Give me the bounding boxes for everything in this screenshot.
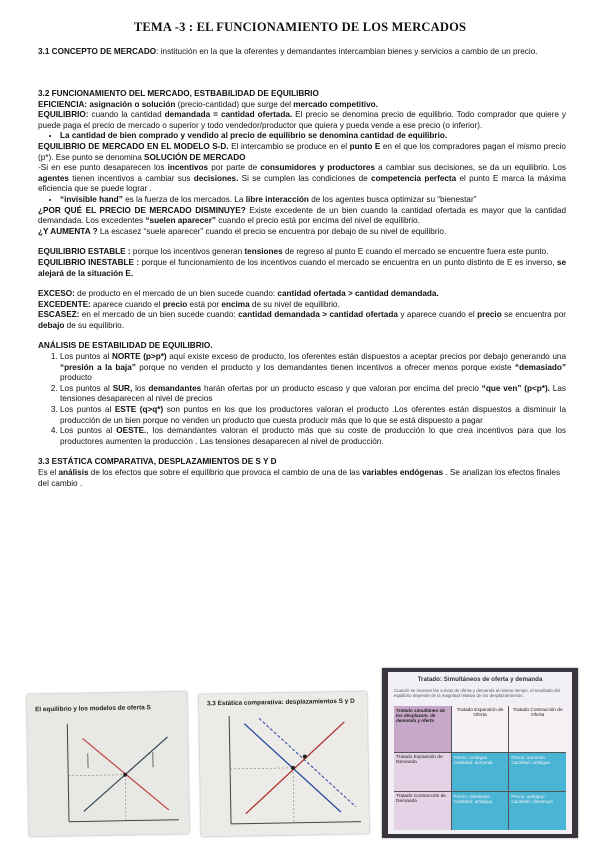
equilibrio-term: EQUILIBRIO: bbox=[38, 110, 89, 120]
concept-text: : institución en la que la oferentes y demandantes intercambian bienes y servicios a cambio de un precio. bbox=[156, 47, 538, 56]
s33-text: Es el bbox=[38, 468, 59, 477]
table-slide-title: Tratado: Simultáneos de oferta y demanda bbox=[417, 676, 543, 683]
analisis-item-este bbox=[60, 405, 566, 426]
aumenta-text: La escasez “suele aparecer” cuando el precio se encuentra por debajo de su nivel de equilibrio. bbox=[97, 226, 447, 236]
escasez-text: y aparece cuando el bbox=[397, 310, 478, 320]
item-bold: NORTE (p>p*) bbox=[111, 352, 167, 362]
inestable-text: porque el funcionamiento de los incentivos cuando el mercado se encuentra en un punto distinto de E es inverso, bbox=[139, 257, 557, 267]
item-text: harán ofertas por un producto escaso y que valoran por encima del precio bbox=[201, 383, 482, 393]
item-bold: SUR, bbox=[112, 383, 133, 393]
item-bold: OESTE. bbox=[116, 426, 147, 436]
estable-text-2: de regreso al punto E cuando el mercado se encuentre fuera este punto. bbox=[282, 247, 549, 257]
equilibrio-text-1: cuando la cantidad bbox=[88, 110, 165, 120]
incentivos-bold-4: decisiones. bbox=[193, 173, 239, 183]
aumenta-question: ¿Y AUMENTA ? bbox=[38, 226, 98, 236]
modelo-bold-2: SOLUCIÓN DE MERCADO bbox=[144, 152, 246, 162]
equilibrio-text-2: El precio se denomina precio de equilibrio. Todo comprador que quiere y puede paga el precio de mercado o superior y todo vendedor/productor que quiera y pueda vende a ese precio (o inferior). bbox=[38, 110, 566, 130]
eficiencia-term: EFICIENCIA: bbox=[38, 99, 88, 109]
escasez-text: de su equilibrio. bbox=[64, 320, 125, 330]
excedente-text: está por bbox=[187, 299, 222, 309]
escasez-bold: precio bbox=[477, 310, 502, 320]
item-bold: “presión a la baja” bbox=[60, 362, 136, 372]
analisis-item-norte bbox=[60, 352, 566, 384]
slide-caption: El equilibrio y los modelos de oferta S bbox=[34, 704, 151, 714]
exceso-bold: cantidad ofertada > cantidad demandada. bbox=[277, 289, 439, 299]
table-header-cell: Tratado Expansión de Oferta bbox=[452, 706, 509, 752]
item-text: Los puntos al bbox=[60, 405, 115, 415]
table-header-cell: Tratado simultáneo de los desplazam. de demanda y oferta bbox=[394, 706, 451, 752]
heading-3-2: 3.2 FUNCIONAMIENTO DEL MERCADO, ESTBABILIDAD DE EQUILIBRIO bbox=[38, 89, 319, 98]
incentivos-text-2: por parte de bbox=[208, 163, 261, 173]
escasez-term: ESCASEZ: bbox=[38, 310, 80, 320]
estable-text: porque los incentivos generan bbox=[130, 247, 245, 257]
bullet-bold: libre interacción bbox=[245, 194, 309, 204]
item-text: son puntos en los que los productores valoran el producto .Los oferentes están dispuestos a disminuir la producción de un bien porque no venden un producto que cuesta producir más que lo que se está dispuesto a pagar bbox=[60, 405, 566, 425]
estable-term: EQUILIBRIO ESTABLE : bbox=[38, 247, 131, 257]
disminuye-text-1: Existe excedente de un bien cuando la cantidad ofertada es mayor que la cantidad demandada. Los excedentes bbox=[38, 205, 566, 226]
item-bold: ESTE (q>q*) bbox=[114, 405, 164, 415]
slide-caption: 3.3 Estática comparativa: desplazamientos S y D bbox=[206, 697, 355, 708]
excedente-bold: precio bbox=[162, 299, 188, 309]
slide-photo-tabla bbox=[382, 668, 578, 838]
analisis-item-sur bbox=[60, 384, 566, 405]
bullet-item bbox=[60, 131, 566, 142]
incentivos-text-1: -Si en ese punto desaparecen los bbox=[38, 163, 168, 173]
modelo-text-2: en el que los compradores pagan el mismo precio (p*). Ese punto se denomina bbox=[38, 141, 566, 162]
item-text: aquí existe exceso de producto, los oferentes están dispuestos a aceptar precios por debajo generando una bbox=[166, 352, 566, 362]
slide-photo-estatica bbox=[199, 692, 369, 837]
table-cell: Precio: aumenta · Cantidad: ambigua bbox=[509, 753, 566, 791]
item-text: Las tensiones desaparecen al nivel de precios bbox=[60, 383, 566, 404]
table-row-header: Tratado Contracción de Demanda bbox=[394, 792, 451, 830]
table-cell: Precio: disminuye · Cantidad: ambigua bbox=[452, 792, 509, 830]
shift-graph bbox=[199, 692, 369, 837]
s33-bold: análisis bbox=[58, 468, 89, 477]
item-text: producto bbox=[60, 373, 92, 383]
incentivos-text-3: a cambiar sus decisiones, se da un equilibrio. Los bbox=[375, 163, 566, 173]
item-bold: demandantes bbox=[148, 383, 202, 393]
escasez-bold: cantidad demandada > cantidad ofertada bbox=[238, 310, 398, 320]
item-text: , los demandantes valoran el producto más que su coste de producción lo que crea incentivos para que los productores aumenten la producción . Las tensiones desaparecen al nivel de producción. bbox=[60, 426, 566, 446]
bullet-list-2 bbox=[38, 195, 566, 206]
eficiencia-text: (precio-cantidad) que surge del bbox=[175, 99, 294, 109]
bullet-text: La cantidad de bien comprado y vendido al precio de equilibrio se denomina cantidad de equilibrio. bbox=[60, 131, 448, 141]
disminuye-text-2: cuando el precio está por encima del nivel de equilibrio. bbox=[215, 216, 420, 226]
analisis-list bbox=[38, 352, 566, 447]
bullet-text: de los agentes busca optimizar su “bienestar” bbox=[308, 194, 477, 204]
excedente-term: EXCEDENTE: bbox=[38, 299, 91, 309]
analisis-heading: ANÁLISIS DE ESTABILIDAD DE EQUILIBRIO. bbox=[38, 341, 213, 351]
modelo-text-1: El intercambio se produce en el bbox=[228, 141, 350, 151]
invisible-hand: “invisible hand” bbox=[60, 194, 123, 204]
modelo-bold-1: punto E bbox=[349, 141, 381, 151]
section-3-2 bbox=[38, 89, 566, 489]
item-text: Los puntos al bbox=[60, 352, 112, 362]
bullet-list-1 bbox=[38, 131, 566, 142]
analisis-item-oeste bbox=[60, 426, 566, 447]
eficiencia-bold: asignación o solución bbox=[87, 99, 176, 109]
table-cell: Precio: Ambiguo · Cantidad: aumenta bbox=[452, 753, 509, 791]
incentivos-bold-2: consumidores y productores bbox=[260, 163, 376, 173]
table-slide-subtitle: Cuando se mueven las curvas de oferta y demanda al mismo tiempo, el resultado del equilibrio depende de la magnitud relativa de los desplazamientos. bbox=[394, 688, 560, 699]
incentivos-bold-1: incentivos bbox=[167, 163, 209, 173]
heading-3-1: 3.1 CONCEPTO DE MERCADO bbox=[38, 47, 157, 56]
supply-demand-graph bbox=[27, 692, 189, 837]
item-bold: “demasiado” bbox=[515, 362, 566, 372]
item-text: Los puntos al bbox=[60, 426, 117, 436]
incentivos-bold-5: competencia perfecta bbox=[371, 173, 457, 183]
section-3-1 bbox=[38, 47, 566, 58]
bullet-text: es la fuerza de los mercados. La bbox=[122, 194, 246, 204]
excedente-text: de su nivel de equilibrio. bbox=[249, 299, 340, 309]
incentivos-text-5: Si se cumplen las condiciones de bbox=[238, 173, 372, 183]
escasez-bold: debajo bbox=[38, 320, 65, 330]
item-text: Los puntos al bbox=[60, 383, 113, 393]
exceso-text: de producto en el mercado de un bien sucede cuando: bbox=[74, 289, 278, 299]
eficiencia-bold-2: mercado competitivo. bbox=[293, 99, 378, 109]
item-text: porque no venden el producto y los demandantes tienen incentivos a ofrecer menos porque existe bbox=[135, 362, 516, 372]
s33-text: . Se analizan los efectos finales del cambio . bbox=[38, 468, 561, 488]
excedente-text: aparece cuando el bbox=[90, 299, 163, 309]
inestable-term: EQUILIBRIO INESTABLE : bbox=[38, 257, 140, 267]
disminuye-bold: “suelen aparecer” bbox=[145, 216, 216, 226]
s33-text: de los efectos que sobre el equilibrio que provoca el cambio de una de las bbox=[88, 468, 363, 477]
equilibrio-bold: demandada = cantidad ofertada. bbox=[164, 110, 293, 120]
incentivos-text-6: el punto E marca la máxima eficiencia que se puede lograr . bbox=[38, 173, 566, 194]
table-row-header: Tratado Expansión de Demanda bbox=[394, 753, 451, 791]
inestable-bold: se alejará de la situación E. bbox=[38, 257, 566, 278]
item-bold: “que ven” (p<p*). bbox=[481, 383, 550, 393]
item-text: los bbox=[132, 383, 149, 393]
disminuye-question: ¿POR QUÉ EL PRECIO DE MERCADO DISMINUYE? bbox=[38, 205, 246, 215]
exceso-term: EXCESO: bbox=[38, 289, 75, 299]
incentivos-text-4: tienen incentivos a cambiar sus bbox=[68, 173, 194, 183]
excedente-bold: encima bbox=[221, 299, 250, 309]
escasez-text: en el mercado de un bien sucede cuando: bbox=[79, 310, 239, 320]
s33-bold: variables endógenas bbox=[362, 468, 444, 477]
table-header-cell: Tratado Contracción de Oferta bbox=[509, 706, 566, 752]
heading-3-3: 3.3 ESTÁTICA COMPARATIVA, DESPLAZAMIENTOS DE S Y D bbox=[38, 457, 277, 467]
effects-table bbox=[394, 706, 566, 830]
incentivos-bold-3: agentes bbox=[38, 173, 69, 183]
slide-screen bbox=[388, 672, 572, 834]
bullet-item bbox=[60, 195, 566, 206]
document-title: TEMA -3 : EL FUNCIONAMIENTO DE LOS MERCADOS bbox=[133, 20, 467, 34]
slide-photo-equilibrio bbox=[27, 692, 189, 837]
escasez-text: se encuentra por bbox=[501, 310, 566, 320]
modelo-term: EQUILIBRIO DE MERCADO EN EL MODELO S-D. bbox=[38, 141, 229, 151]
estable-bold: tensiones bbox=[244, 247, 283, 257]
table-cell: Precio: ambiguo · Cantidad: disminuye bbox=[509, 792, 566, 830]
